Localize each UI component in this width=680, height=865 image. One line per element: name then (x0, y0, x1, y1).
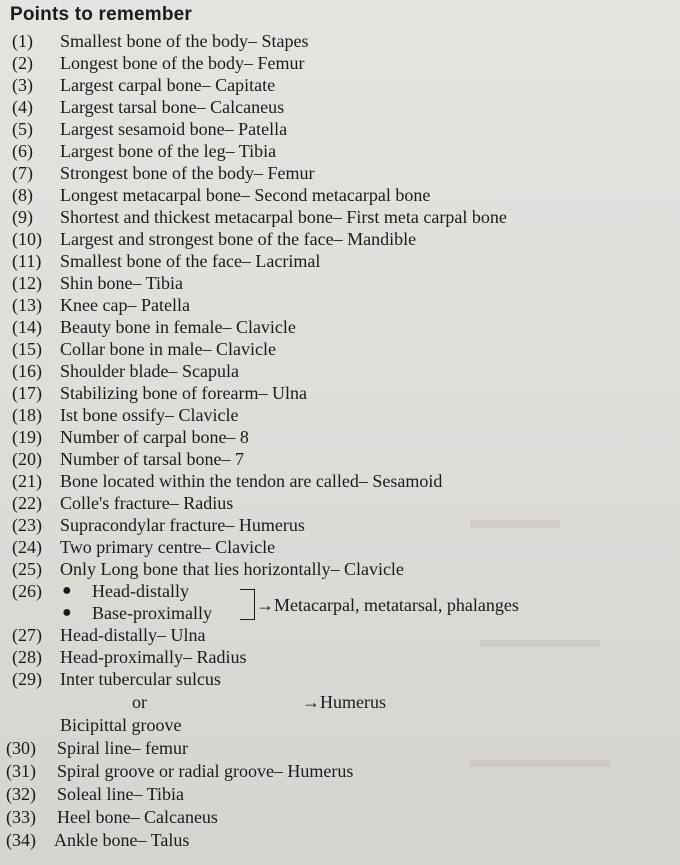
or-text: or (132, 692, 147, 712)
item-number: (1) (12, 31, 33, 51)
item-number: (31) (6, 761, 36, 781)
item-text: Longest metacarpal bone– Second metacarpal bone (60, 185, 431, 205)
item-text: Largest sesamoid bone– Patella (60, 119, 288, 139)
item-number: (26) (12, 581, 42, 601)
item-number: (7) (12, 163, 33, 183)
item-number: (19) (12, 427, 42, 447)
bleed-through-mark (470, 520, 560, 528)
item-number: (13) (12, 295, 42, 315)
item-number: (17) (12, 383, 42, 403)
item-text: Colle's fracture– Radius (60, 493, 234, 513)
item-text: Spiral groove or radial groove– Humerus (57, 761, 354, 781)
item-text: Ankle bone– Talus (54, 830, 190, 850)
bullet-icon: ● (62, 604, 72, 621)
item-number: (27) (12, 625, 42, 645)
item-text: Number of carpal bone– 8 (60, 427, 249, 447)
item-number: (6) (12, 141, 33, 161)
item-text: Only Long bone that lies horizontally– Clavicle (60, 559, 404, 579)
item-text: Soleal line– Tibia (57, 784, 185, 804)
bleed-through-mark (480, 640, 600, 647)
item-text: Smallest bone of the body– Stapes (60, 31, 309, 51)
item-number: (10) (12, 229, 42, 249)
bleed-through-mark (470, 760, 610, 767)
item-text: Supracondylar fracture– Humerus (60, 515, 305, 535)
item-text: Shoulder blade– Scapula (60, 361, 239, 381)
item-text: Shin bone– Tibia (60, 273, 184, 293)
item-number: (23) (12, 515, 42, 535)
item-number: (12) (12, 273, 42, 293)
item-text: Spiral line– femur (57, 738, 188, 758)
item-text: Beauty bone in female– Clavicle (60, 317, 296, 337)
item-number: (25) (12, 559, 42, 579)
item-text: Head-proximally– Radius (60, 647, 247, 667)
item-number: (11) (12, 251, 42, 271)
item-number: (30) (6, 738, 36, 758)
item-text: Largest bone of the leg– Tibia (60, 141, 277, 161)
item-text: Largest tarsal bone– Calcaneus (60, 97, 285, 117)
item-number: (33) (6, 807, 36, 827)
bullet-text: Base-proximally (92, 603, 212, 623)
bullet-icon: ● (62, 582, 72, 599)
item-number: (28) (12, 647, 42, 667)
item-number: (32) (6, 784, 36, 804)
item-text: Knee cap– Patella (60, 295, 190, 315)
item-number: (22) (12, 493, 42, 513)
item-number: (3) (12, 75, 33, 95)
item-text: Bone located within the tendon are called– Sesamoid (60, 471, 443, 491)
bracket-result: →Metacarpal, metatarsal, phalanges (256, 595, 519, 615)
item-text: Smallest bone of the face– Lacrimal (60, 251, 321, 271)
item-text: Number of tarsal bone– 7 (60, 449, 244, 469)
item-number: (14) (12, 317, 42, 337)
item-number: (8) (12, 185, 33, 205)
item-number: (21) (12, 471, 42, 491)
item-number: (9) (12, 207, 33, 227)
item-text: Two primary centre– Clavicle (60, 537, 276, 557)
item-text: Heel bone– Calcaneus (57, 807, 218, 827)
item-text: Stabilizing bone of forearm– Ulna (60, 383, 307, 403)
item-text: Collar bone in male– Clavicle (60, 339, 276, 359)
item-text: Inter tubercular sulcus (60, 669, 221, 689)
item-text: Ist bone ossify– Clavicle (60, 405, 239, 425)
item-number: (29) (12, 669, 42, 689)
arrow-result: →Humerus (302, 692, 386, 712)
item-text: Largest and strongest bone of the face– Mandible (60, 229, 417, 249)
page-title: Points to remember (10, 4, 193, 25)
item-text: Head-distally– Ulna (60, 625, 206, 645)
item-text: Strongest bone of the body– Femur (60, 163, 315, 183)
item-number: (16) (12, 361, 42, 381)
item-number: (5) (12, 119, 33, 139)
item-text: Bicipittal groove (60, 715, 182, 735)
item-number: (4) (12, 97, 33, 117)
item-number: (2) (12, 53, 33, 73)
item-number: (34) (6, 830, 36, 850)
item-number: (24) (12, 537, 42, 557)
bracket-line (240, 589, 255, 620)
item-text: Largest carpal bone– Capitate (60, 75, 276, 95)
item-number: (15) (12, 339, 42, 359)
item-number: (20) (12, 449, 42, 469)
bullet-text: Head-distally (92, 581, 189, 601)
item-text: Shortest and thickest metacarpal bone– First meta carpal bone (60, 207, 507, 227)
item-text: Longest bone of the body– Femur (60, 53, 305, 73)
item-number: (18) (12, 405, 42, 425)
